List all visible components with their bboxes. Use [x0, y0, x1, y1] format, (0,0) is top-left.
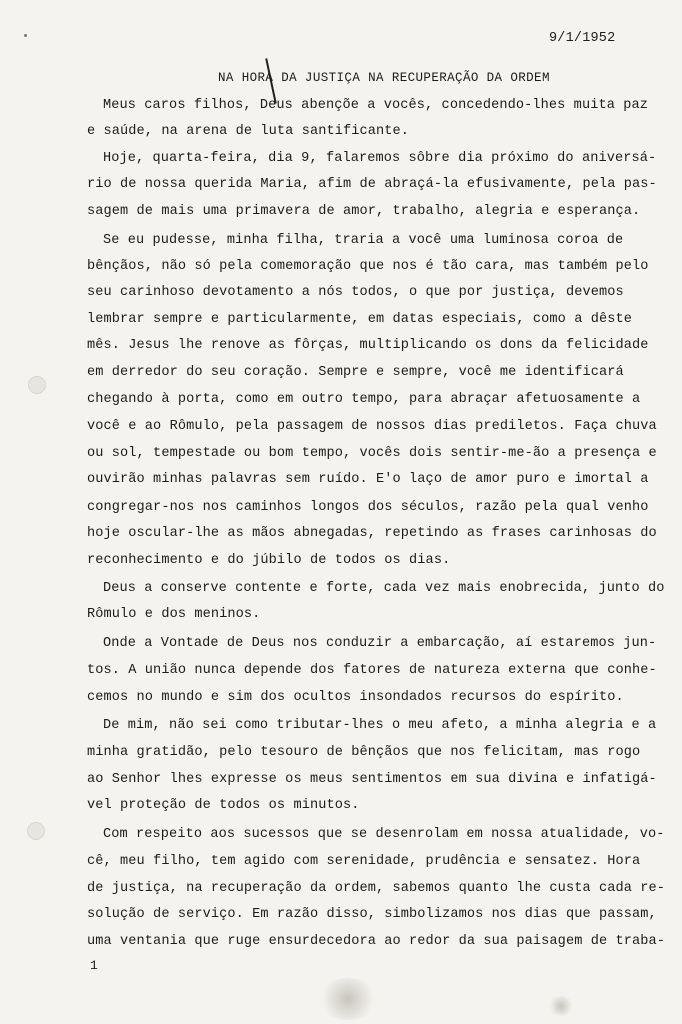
text-line: rio de nossa querida Maria, afim de abraçá-la efusivamente, pela pas- [87, 177, 657, 192]
text-line: vel proteção de todos os minutos. [87, 798, 360, 813]
text-line: ao Senhor lhes expresse os meus sentimentos em sua divina e infatigá- [87, 772, 657, 787]
text-line: reconhecimento e do júbilo de todos os dias. [87, 553, 451, 568]
text-line: Hoje, quarta-feira, dia 9, falaremos sôbre dia próximo do aniversá- [103, 151, 657, 166]
text-line: e saúde, na arena de luta santificante. [87, 124, 410, 139]
text-line: Com respeito aos sucessos que se desenrolam em nossa atualidade, vo- [103, 827, 665, 842]
text-line: cê, meu filho, tem agido com serenidade, prudência e sensatez. Hora [87, 854, 641, 869]
text-line: em derredor do seu coração. Sempre e sempre, você me identificará [87, 365, 624, 380]
letter-date: 9/1/1952 [549, 31, 616, 46]
text-line: sagem de mais uma primavera de amor, trabalho, alegria e esperança. [87, 204, 641, 219]
stain [548, 996, 574, 1016]
text-line: hoje oscular-lhe as mãos abnegadas, repetindo as frases carinhosas do [87, 526, 657, 541]
text-line: De mim, não sei como tributar-lhes o meu afeto, a minha alegria e a [103, 718, 657, 733]
text-line: congregar-nos nos caminhos longos dos séculos, razão pela qual venho [87, 500, 649, 515]
text-line: tos. A união nunca depende dos fatores de natureza externa que conhe- [87, 663, 657, 678]
stain [318, 978, 378, 1020]
text-line: Meus caros filhos, Deus abençõe a vocês, concedendo-lhes muita paz [103, 98, 648, 113]
text-line: ouvirão minhas palavras sem ruído. E'o laço de amor puro e imortal a [87, 472, 649, 487]
text-line: de justiça, na recuperação da ordem, sabemos quanto lhe custa cada re- [87, 881, 666, 896]
text-line: Se eu pudesse, minha filha, traria a você uma luminosa coroa de [103, 233, 624, 248]
page-number: 1 [90, 958, 98, 973]
text-line: chegando à porta, como em outro tempo, para abraçar afetuosamente a [87, 392, 641, 407]
punch-hole [27, 822, 45, 840]
text-line: bênçãos, não só pela comemoração que nos é tão cara, mas também pelo [87, 259, 649, 274]
text-line: Onde a Vontade de Deus nos conduzir a embarcação, aí estaremos jun- [103, 636, 657, 651]
text-line: minha gratidão, pelo tesouro de bênçãos que nos felicitam, mas rogo [87, 745, 641, 760]
text-line: lembrar sempre e particularmente, em datas especiais, como a dêste [87, 312, 632, 327]
text-line: você e ao Rômulo, pela passagem de nossos dias prediletos. Faça chuva [87, 419, 657, 434]
text-line: Deus a conserve contente e forte, cada vez mais enobrecida, junto do [103, 581, 665, 596]
text-line: Rômulo e dos meninos. [87, 607, 261, 622]
text-line: uma ventania que ruge ensurdecedora ao redor da sua paisagem de traba- [87, 934, 666, 949]
text-line: seu carinhoso devotamento a nós todos, o que por justiça, devemos [87, 285, 624, 300]
ink-speck [24, 34, 27, 37]
text-line: mês. Jesus lhe renove as fôrças, multiplicando os dons da felicidade [87, 338, 649, 353]
text-line: solução de serviço. Em razão disso, simbolizamos nos dias que passam, [87, 907, 657, 922]
letter-title: NA HORA DA JUSTIÇA NA RECUPERAÇÃO DA ORDEM [218, 71, 550, 85]
text-line: ou sol, tempestade ou bom tempo, vocês dois sentir-me-ão a presença e [87, 446, 657, 461]
text-line: cemos no mundo e sim dos ocultos insondados recursos do espírito. [87, 690, 624, 705]
punch-hole [28, 376, 46, 394]
